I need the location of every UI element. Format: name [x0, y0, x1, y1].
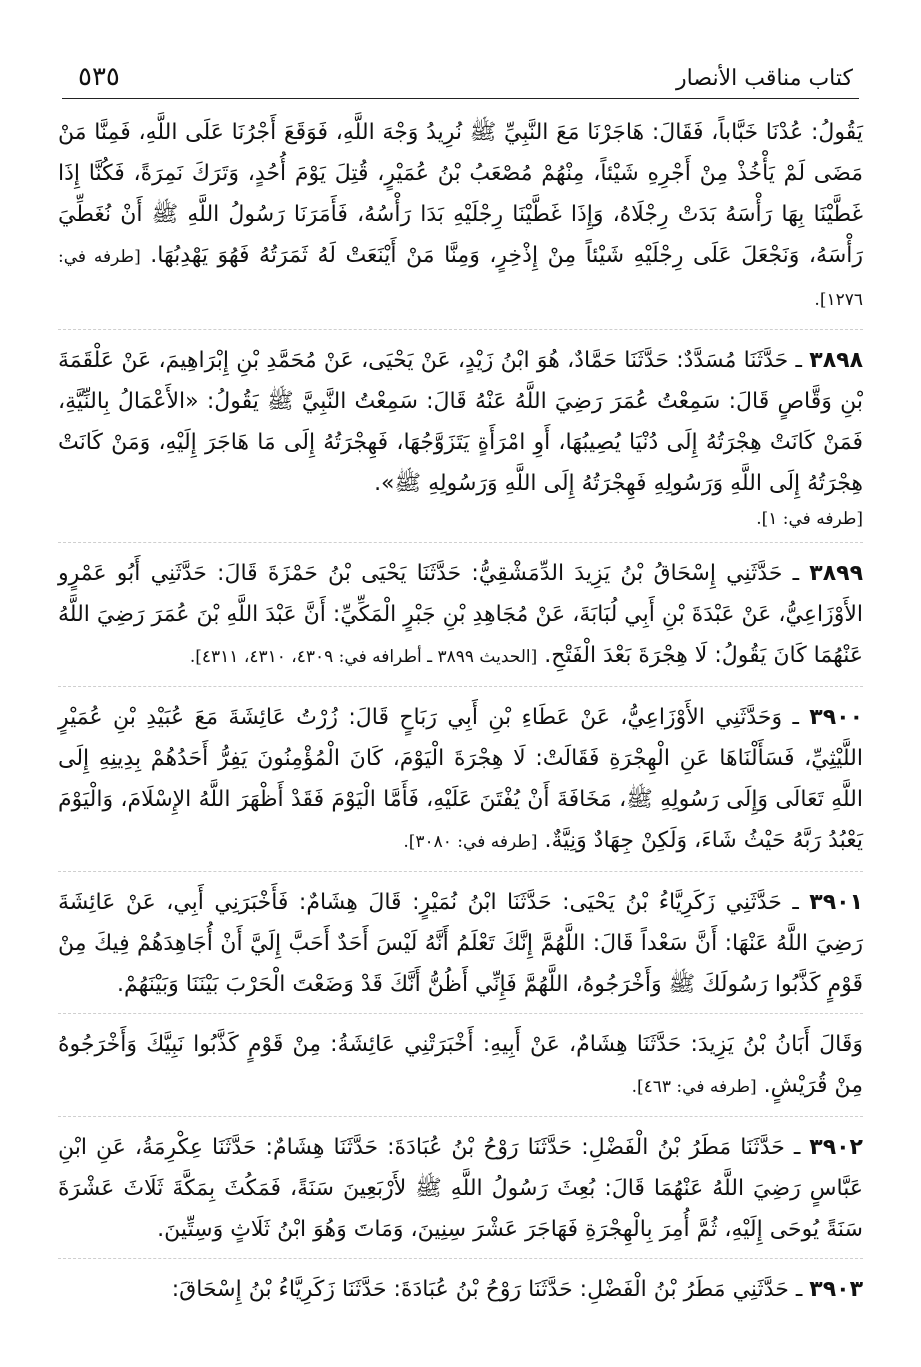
hadith-text: ـ وَحَدَّثَنِي الأَوْزَاعِيُّ، عَنْ عَطَاءِ بْنِ أَبِي رَبَاحٍ قَالَ: زُرْتُ عَائِشَةَ مَعَ عُبَيْدِ بْنِ عُمَيْرٍ اللَّيْثِيِّ، فَسَأَلْنَاهَا عَنِ الْهِجْرَةِ فَقَالَتْ: لَا هِجْرَةَ الْيَوْمَ، كَانَ الْمُؤْمِنُونَ يَفِرُّ أَحَدُهُمْ بِدِينِهِ إِلَى اللَّهِ تَعَالَى وَإِلَى رَسُولِهِ ﷺ، مَخَافَةَ أَنْ يُفْتَنَ عَلَيْهِ، فَأَمَّا الْيَوْمَ فَقَدْ أَظْهَرَ اللَّهُ الإِسْلَامَ، وَالْيَوْمَ يَعْبُدُ رَبَّهُ حَيْثُ شَاءَ، وَلَكِنْ جِهَادٌ وَنِيَّةٌ. [58, 705, 863, 853]
hadith-text: يَقُولُ: عُدْنَا خَبَّاباً، فَقَالَ: هَاجَرْنَا مَعَ النَّبِيِّ ﷺ نُرِيدُ وَجْهَ اللَّهِ، فَوَقَعَ أَجْرُنَا عَلَى اللَّهِ، فَمِنَّا مَنْ مَضَى لَمْ يَأْخُذْ مِنْ أَجْرِهِ شَيْئاً، مِنْهُمْ مُصْعَبُ بْنُ عُمَيْرٍ، قُتِلَ يَوْمَ أُحُدٍ، وَتَرَكَ نَمِرَةً، فَكُنَّا إِذَا غَطَّيْنَا بِهَا رَأْسَهُ بَدَتْ رِجْلَاهُ، وَإِذَا غَطَّيْنَا رِجْلَيْهِ بَدَا رَأْسُهُ، فَأَمَرَنَا رَسُولُ اللَّهِ ﷺ أَنْ نُغَطِّيَ رَأْسَهُ، وَنَجْعَلَ عَلَى رِجْلَيْهِ شَيْئاً مِنْ إِذْخِرٍ، وَمِنَّا مَنْ أَيْنَعَتْ لَهُ ثَمَرَتُهُ فَهُوَ يَهْدِبُهَا. [58, 120, 863, 268]
divider [58, 329, 863, 330]
hadith-text: ـ حَدَّثَنِي مَطَرُ بْنُ الْفَضْلِ: حَدَّثَنَا رَوْحُ بْنُ عُبَادَةَ: حَدَّثَنَا زَكَرِيَّاءُ بْنُ إِسْحَاقَ: [171, 1277, 803, 1302]
hadith-3899 [58, 553, 863, 678]
cross-reference: [طرفه في: ١٢٧٦]. [58, 247, 863, 310]
hadith-3903 [58, 1269, 863, 1310]
cross-reference: [طرفه في: ٣٠٨٠]. [403, 832, 538, 852]
hadith-3901-note [58, 1024, 863, 1108]
divider [58, 542, 863, 543]
hadith-number: ٣٩٠٣ [809, 1277, 863, 1302]
hadith-number: ٣٩٠٠ [809, 705, 863, 730]
cross-reference: [الحديث ٣٨٩٩ ـ أطرافه في: ٤٣٠٩، ٤٣١٠، ٤٣١١]. [189, 647, 538, 667]
hadith-3898 [58, 340, 863, 504]
hadith-text: وَقَالَ أَبَانُ بْنُ يَزِيدَ: حَدَّثَنَا هِشَامٌ، عَنْ أَبِيهِ: أَخْبَرَتْنِي عَائِشَةُ: مِنْ قَوْمٍ كَذَّبُوا نَبِيَّكَ وَأَخْرَجُوهُ مِنْ قُرَيْشٍ. [58, 1032, 863, 1098]
divider [58, 1258, 863, 1259]
book-title: كتاب مناقب الأنصار [676, 66, 853, 91]
cross-reference: [طرفه في: ٤٦٣]. [631, 1077, 757, 1097]
hadith-3900 [58, 697, 863, 863]
hadith-number: ٣٨٩٩ [809, 561, 863, 586]
hadith-number: ٣٩٠٢ [809, 1135, 863, 1160]
hadith-text: ـ حَدَّثَنَا مُسَدَّدٌ: حَدَّثَنَا حَمَّادٌ، هُوَ ابْنُ زَيْدٍ، عَنْ يَحْيَى، عَنْ مُحَمَّدِ بْنِ إِبْرَاهِيمَ، عَنْ عَلْقَمَةَ بْنِ وَقَّاصٍ قَالَ: سَمِعْتُ عُمَرَ رَضِيَ اللَّهُ عَنْهُ قَالَ: سَمِعْتُ النَّبِيَّ ﷺ يَقُولُ: «الأَعْمَالُ بِالنِّيَّةِ، فَمَنْ كَانَتْ هِجْرَتُهُ إِلَى دُنْيَا يُصِيبُهَا، أَوِ امْرَأَةٍ يَتَزَوَّجُهَا، فَهِجْرَتُهُ إِلَى مَا هَاجَرَ إِلَيْهِ، وَمَنْ كَانَتْ هِجْرَتُهُ إِلَى اللَّهِ وَرَسُولِهِ فَهِجْرَتُهُ إِلَى اللَّهِ وَرَسُولِهِ ﷺ». [58, 348, 863, 496]
divider [58, 1116, 863, 1117]
page-header [62, 58, 859, 99]
hadith-number: ٣٩٠١ [809, 890, 863, 915]
hadith-3901 [58, 882, 863, 1005]
divider [58, 686, 863, 687]
page-body [58, 112, 863, 1310]
hadith-text: ـ حَدَّثَنِي إِسْحَاقُ بْنُ يَزِيدَ الدِّمَشْقِيُّ: حَدَّثَنَا يَحْيَى بْنُ حَمْزَةَ قَالَ: حَدَّثَنِي أَبُو عَمْرٍو الأَوْزَاعِيُّ، عَنْ عَبْدَةَ بْنِ أَبِي لُبَابَةَ، عَنْ مُجَاهِدِ بْنِ جَبْرٍ الْمَكِّيِّ: أَنَّ عَبْدَ اللَّهِ بْنَ عُمَرَ رَضِيَ اللَّهُ عَنْهُمَا كَانَ يَقُولُ: لَا هِجْرَةَ بَعْدَ الْفَتْحِ. [58, 561, 863, 668]
hadith-continuation [58, 112, 863, 321]
hadith-text: ـ حَدَّثَنَا مَطَرُ بْنُ الْفَضْلِ: حَدَّثَنَا رَوْحُ بْنُ عُبَادَةَ: حَدَّثَنَا هِشَامٌ: حَدَّثَنَا عِكْرِمَةُ، عَنِ ابْنِ عَبَّاسٍ رَضِيَ اللَّهُ عَنْهُمَا قَالَ: بُعِثَ رَسُولُ اللَّهِ ﷺ لأَرْبَعِينَ سَنَةً، فَمَكُثَ بِمَكَّةَ ثَلَاثَ عَشْرَةَ سَنَةً يُوحَى إِلَيْهِ، ثُمَّ أُمِرَ بِالْهِجْرَةِ فَهَاجَرَ عَشْرَ سِنِينَ، وَمَاتَ وَهُوَ ابْنُ ثَلَاثٍ وَسِتِّينَ. [58, 1135, 863, 1242]
cross-reference: [طرفه في: ١]. [756, 509, 863, 529]
page-number: ٥٣٥ [78, 62, 120, 92]
hadith-text: ـ حَدَّثَنِي زَكَرِيَّاءُ بْنُ يَحْيَى: حَدَّثَنَا ابْنُ نُمَيْرٍ: قَالَ هِشَامٌ: فَأَخْبَرَنِي أَبِي، عَنْ عَائِشَةَ رَضِيَ اللَّهُ عَنْهَا: أَنَّ سَعْداً قَالَ: اللَّهُمَّ إِنَّكَ تَعْلَمُ أَنَّهُ لَيْسَ أَحَدٌ أَحَبَّ إِلَيَّ أَنْ أُجَاهِدَهُمْ فِيكَ مِنْ قَوْمٍ كَذَّبُوا رَسُولَكَ ﷺ وَأَخْرَجُوهُ، اللَّهُمَّ فَإِنِّي أَظُنُّ أَنَّكَ قَدْ وَضَعْتَ الْحَرْبَ بَيْنَنَا وَبَيْنَهُمْ. [58, 890, 863, 997]
divider [58, 871, 863, 872]
divider [58, 1013, 863, 1014]
hadith-number: ٣٨٩٨ [809, 348, 863, 373]
hadith-3902 [58, 1127, 863, 1250]
